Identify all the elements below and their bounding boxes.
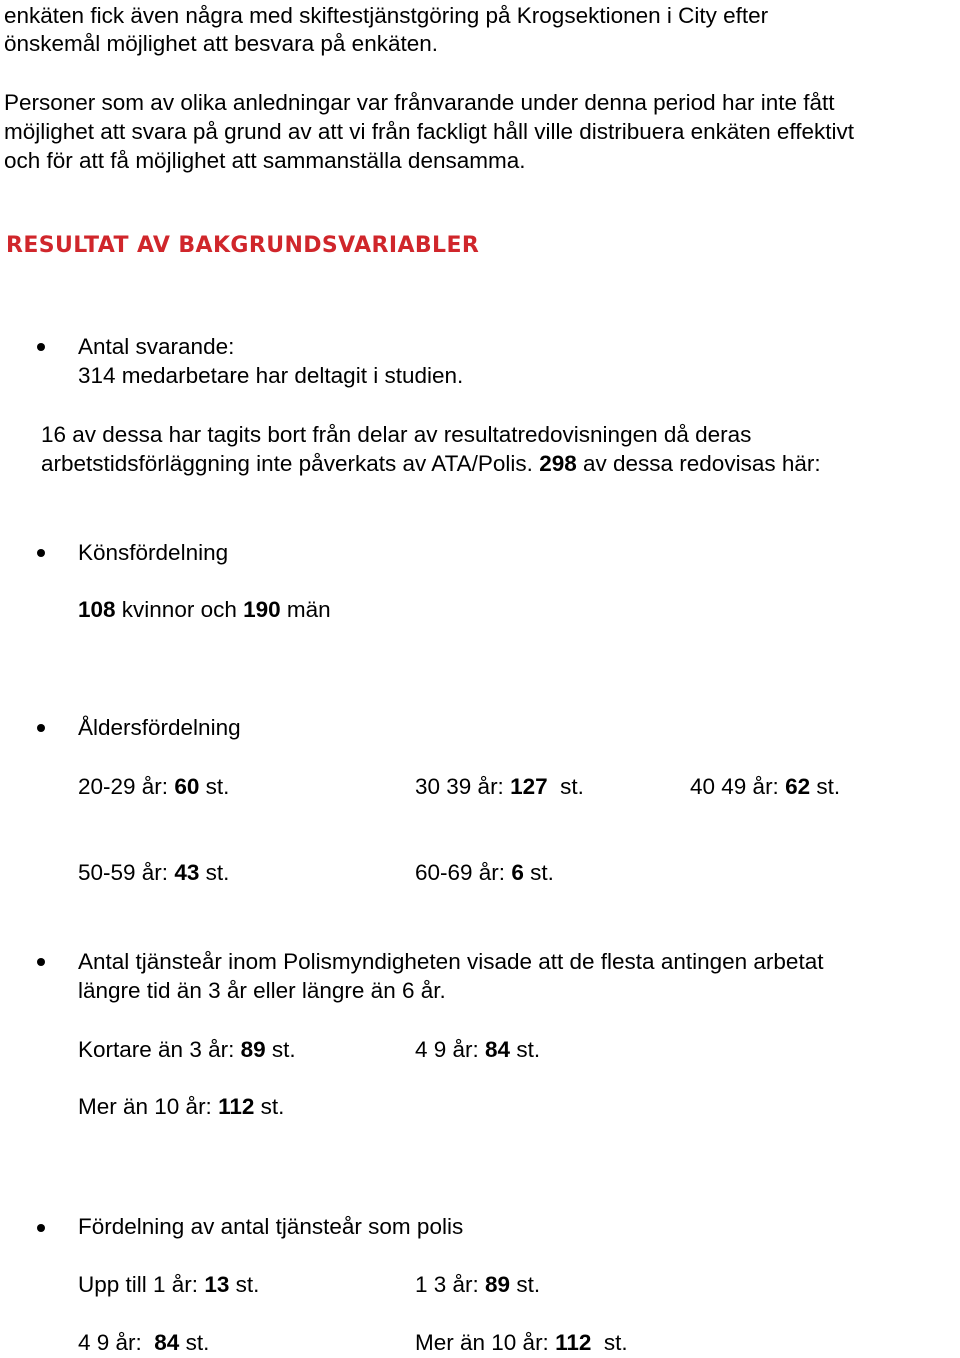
men-count: 190 <box>243 597 281 622</box>
intro-paragraph-1-line-2: önskemål möjlighet att besvara på enkäten. <box>4 31 439 56</box>
intro-paragraph-1-line-1: enkäten fick även några med skiftestjänstgöring på Krogsektionen i City efter <box>4 3 769 28</box>
bullet-icon <box>37 343 45 351</box>
service-label-line-2: längre tid än 3 år eller längre än 6 år. <box>78 978 446 1003</box>
respondents-note-line-2 <box>41 449 821 479</box>
women-text: kvinnor och <box>115 597 244 622</box>
gender-label: Könsfördelning <box>78 540 229 565</box>
respondents-note-line-1: 16 av dessa har tagits bort från delar av resultatredovisningen då deras <box>41 422 752 447</box>
age-group-30-39: 30 39 år: 127 st. <box>415 774 584 799</box>
bullet-icon <box>37 724 45 732</box>
section-heading: RESULTAT AV BAKGRUNDSVARIABLER <box>6 233 480 258</box>
police-4-9: 4 9 år: 84 st. <box>78 1330 210 1355</box>
age-group-40-49: 40 49 år: 62 st. <box>690 774 841 799</box>
age-group-60-69: 60-69 år: 6 st. <box>415 860 554 885</box>
police-label: Fördelning av antal tjänsteår som polis <box>78 1214 464 1239</box>
bullet-icon <box>37 1224 45 1232</box>
age-group-20-29: 20-29 år: 60 st. <box>78 774 230 799</box>
service-under-3: Kortare än 3 år: 89 st. <box>78 1037 296 1062</box>
service-over-10: Mer än 10 år: 112 st. <box>78 1094 285 1119</box>
respondents-reported-count: 298 <box>539 451 577 476</box>
age-group-50-59: 50-59 år: 43 st. <box>78 860 230 885</box>
intro-paragraph-2-line-1: Personer som av olika anledningar var frånvarande under denna period har inte fått <box>4 90 835 115</box>
men-text: män <box>280 597 331 622</box>
bullet-icon <box>37 958 45 966</box>
respondents-note-text-a: arbetstidsförläggning inte påverkats av ATA/Polis. <box>41 451 540 476</box>
police-over-10: Mer än 10 år: 112 st. <box>415 1330 628 1355</box>
intro-paragraph-2-line-3: och för att få möjlighet att sammanställa densamma. <box>4 148 526 173</box>
bullet-icon <box>37 549 45 557</box>
respondents-label: Antal svarande: <box>78 334 235 359</box>
service-label-line-1: Antal tjänsteår inom Polismyndigheten visade att de flesta antingen arbetat <box>78 949 824 974</box>
intro-paragraph-2-line-2: möjlighet att svara på grund av att vi från fackligt håll ville distribuera enkäten effektivt <box>4 119 855 144</box>
police-up-to-1: Upp till 1 år: 13 st. <box>78 1272 260 1297</box>
respondents-note-text-b: av dessa redovisas här: <box>576 451 821 476</box>
women-count: 108 <box>78 597 116 622</box>
gender-values <box>78 595 331 625</box>
respondents-text: 314 medarbetare har deltagit i studien. <box>78 363 464 388</box>
service-4-9: 4 9 år: 84 st. <box>415 1037 541 1062</box>
age-label: Åldersfördelning <box>78 715 241 740</box>
police-1-3: 1 3 år: 89 st. <box>415 1272 541 1297</box>
